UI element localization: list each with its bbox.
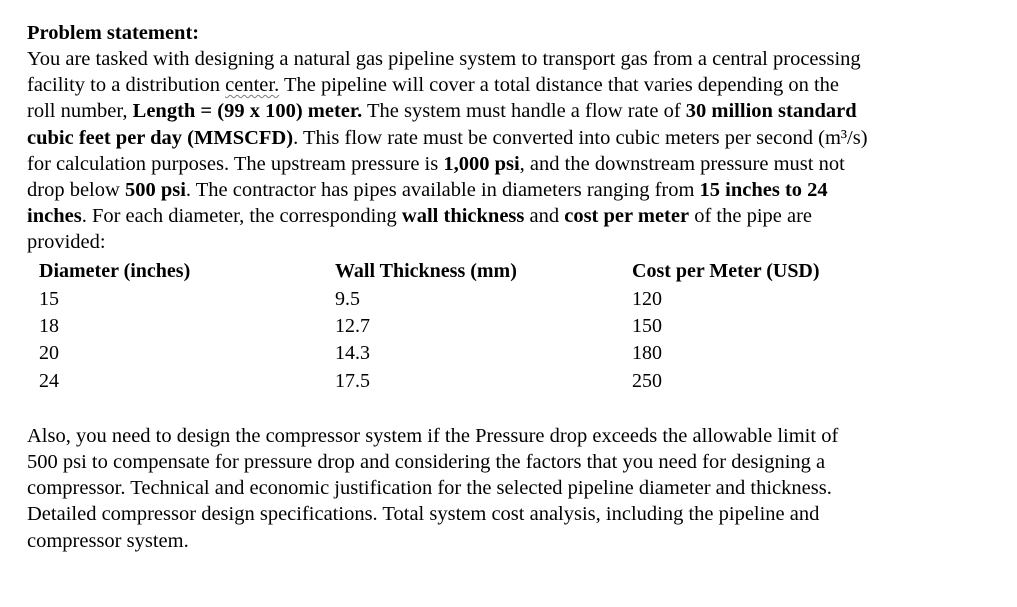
cost-per-meter-term: cost per meter: [564, 205, 690, 228]
intro-text: and: [524, 205, 565, 228]
column-header-wall-thickness: Wall Thickness (mm): [335, 260, 517, 283]
wall-thickness-cell: 12.7: [335, 315, 370, 338]
diameter-cell: 18: [39, 315, 59, 338]
intro-text: facility to a distribution: [27, 74, 226, 97]
intro-text: . For each diameter, the corresponding: [81, 205, 402, 228]
cost-cell: 150: [632, 315, 662, 338]
intro-line: [27, 46, 1002, 72]
closing-line: compressor system.: [27, 529, 189, 552]
cost-cell: 120: [632, 287, 662, 310]
intro-text: . The contractor has pipes available in diameters ranging from: [185, 179, 700, 202]
document-body: [27, 20, 1002, 554]
column-header-diameter: Diameter (inches): [39, 260, 191, 283]
wall-thickness-cell: 14.3: [335, 342, 370, 365]
intro-text: provided:: [27, 231, 106, 254]
table-row: [39, 368, 892, 395]
wall-thickness-cell: 17.5: [335, 369, 370, 392]
intro-line: [27, 72, 1002, 98]
length-value: Length = (99 x 100) meter.: [132, 100, 363, 123]
intro-text: The pipeline will cover a total distance that varies depending on the: [279, 74, 839, 97]
cost-cell: 250: [632, 369, 662, 392]
intro-text: You are tasked with designing a natural gas pipeline system to transport gas from a central processing: [27, 48, 861, 70]
diameter-cell: 20: [39, 342, 59, 365]
intro-line: [27, 98, 1002, 124]
intro-text: drop below: [27, 179, 125, 202]
closing-line: Detailed compressor design specifications. Total system cost analysis, including the pipeline and: [27, 503, 820, 526]
downstream-pressure: 500 psi: [124, 179, 186, 202]
closing-line: Also, you need to design the compressor system if the Pressure drop exceeds the allowable limit of: [27, 424, 839, 447]
intro-line: [27, 151, 1002, 177]
intro-paragraph: [27, 46, 1002, 256]
flow-rate-value: 30 million standard: [685, 100, 857, 123]
closing-paragraph: [27, 423, 1002, 554]
intro-text: of the pipe are: [689, 205, 813, 228]
diameter-cell: 15: [39, 287, 59, 310]
intro-text: The system must handle a flow rate of: [362, 100, 686, 123]
wall-thickness-cell: 9.5: [335, 287, 360, 310]
closing-line: compressor. Technical and economic justification for the selected pipeline diameter and thickness.: [27, 477, 832, 500]
table-row: [39, 313, 892, 340]
table-row: [39, 340, 892, 367]
intro-text: . This flow rate must be converted into cubic meters per second (m³/s): [293, 126, 868, 149]
intro-text: , and the downstream pressure must not: [519, 152, 845, 175]
intro-line: [27, 125, 1002, 151]
diameter-range-unit: inches: [27, 205, 82, 228]
column-header-cost: Cost per Meter (USD): [632, 260, 820, 283]
wall-thickness-term: wall thickness: [401, 205, 525, 228]
closing-line: 500 psi to compensate for pressure drop and considering the factors that you need for designing a: [27, 451, 826, 474]
flow-rate-unit: cubic feet per day (MMSCFD): [27, 126, 294, 149]
diameter-range: 15 inches to 24: [699, 179, 828, 202]
intro-text: roll number,: [27, 100, 133, 123]
diameter-cell: 24: [39, 369, 59, 392]
intro-line: [27, 203, 1002, 229]
spellcheck-word[interactable]: center.: [225, 74, 280, 97]
intro-text: for calculation purposes. The upstream pressure is: [27, 152, 444, 175]
table-row: [39, 286, 892, 313]
intro-line: [27, 229, 1002, 255]
problem-heading: Problem statement:: [27, 22, 200, 44]
table-header-row: [39, 258, 892, 286]
intro-line: [27, 177, 1002, 203]
upstream-pressure: 1,000 psi: [443, 152, 520, 175]
cost-cell: 180: [632, 342, 662, 365]
pipe-options-table: [39, 258, 892, 395]
